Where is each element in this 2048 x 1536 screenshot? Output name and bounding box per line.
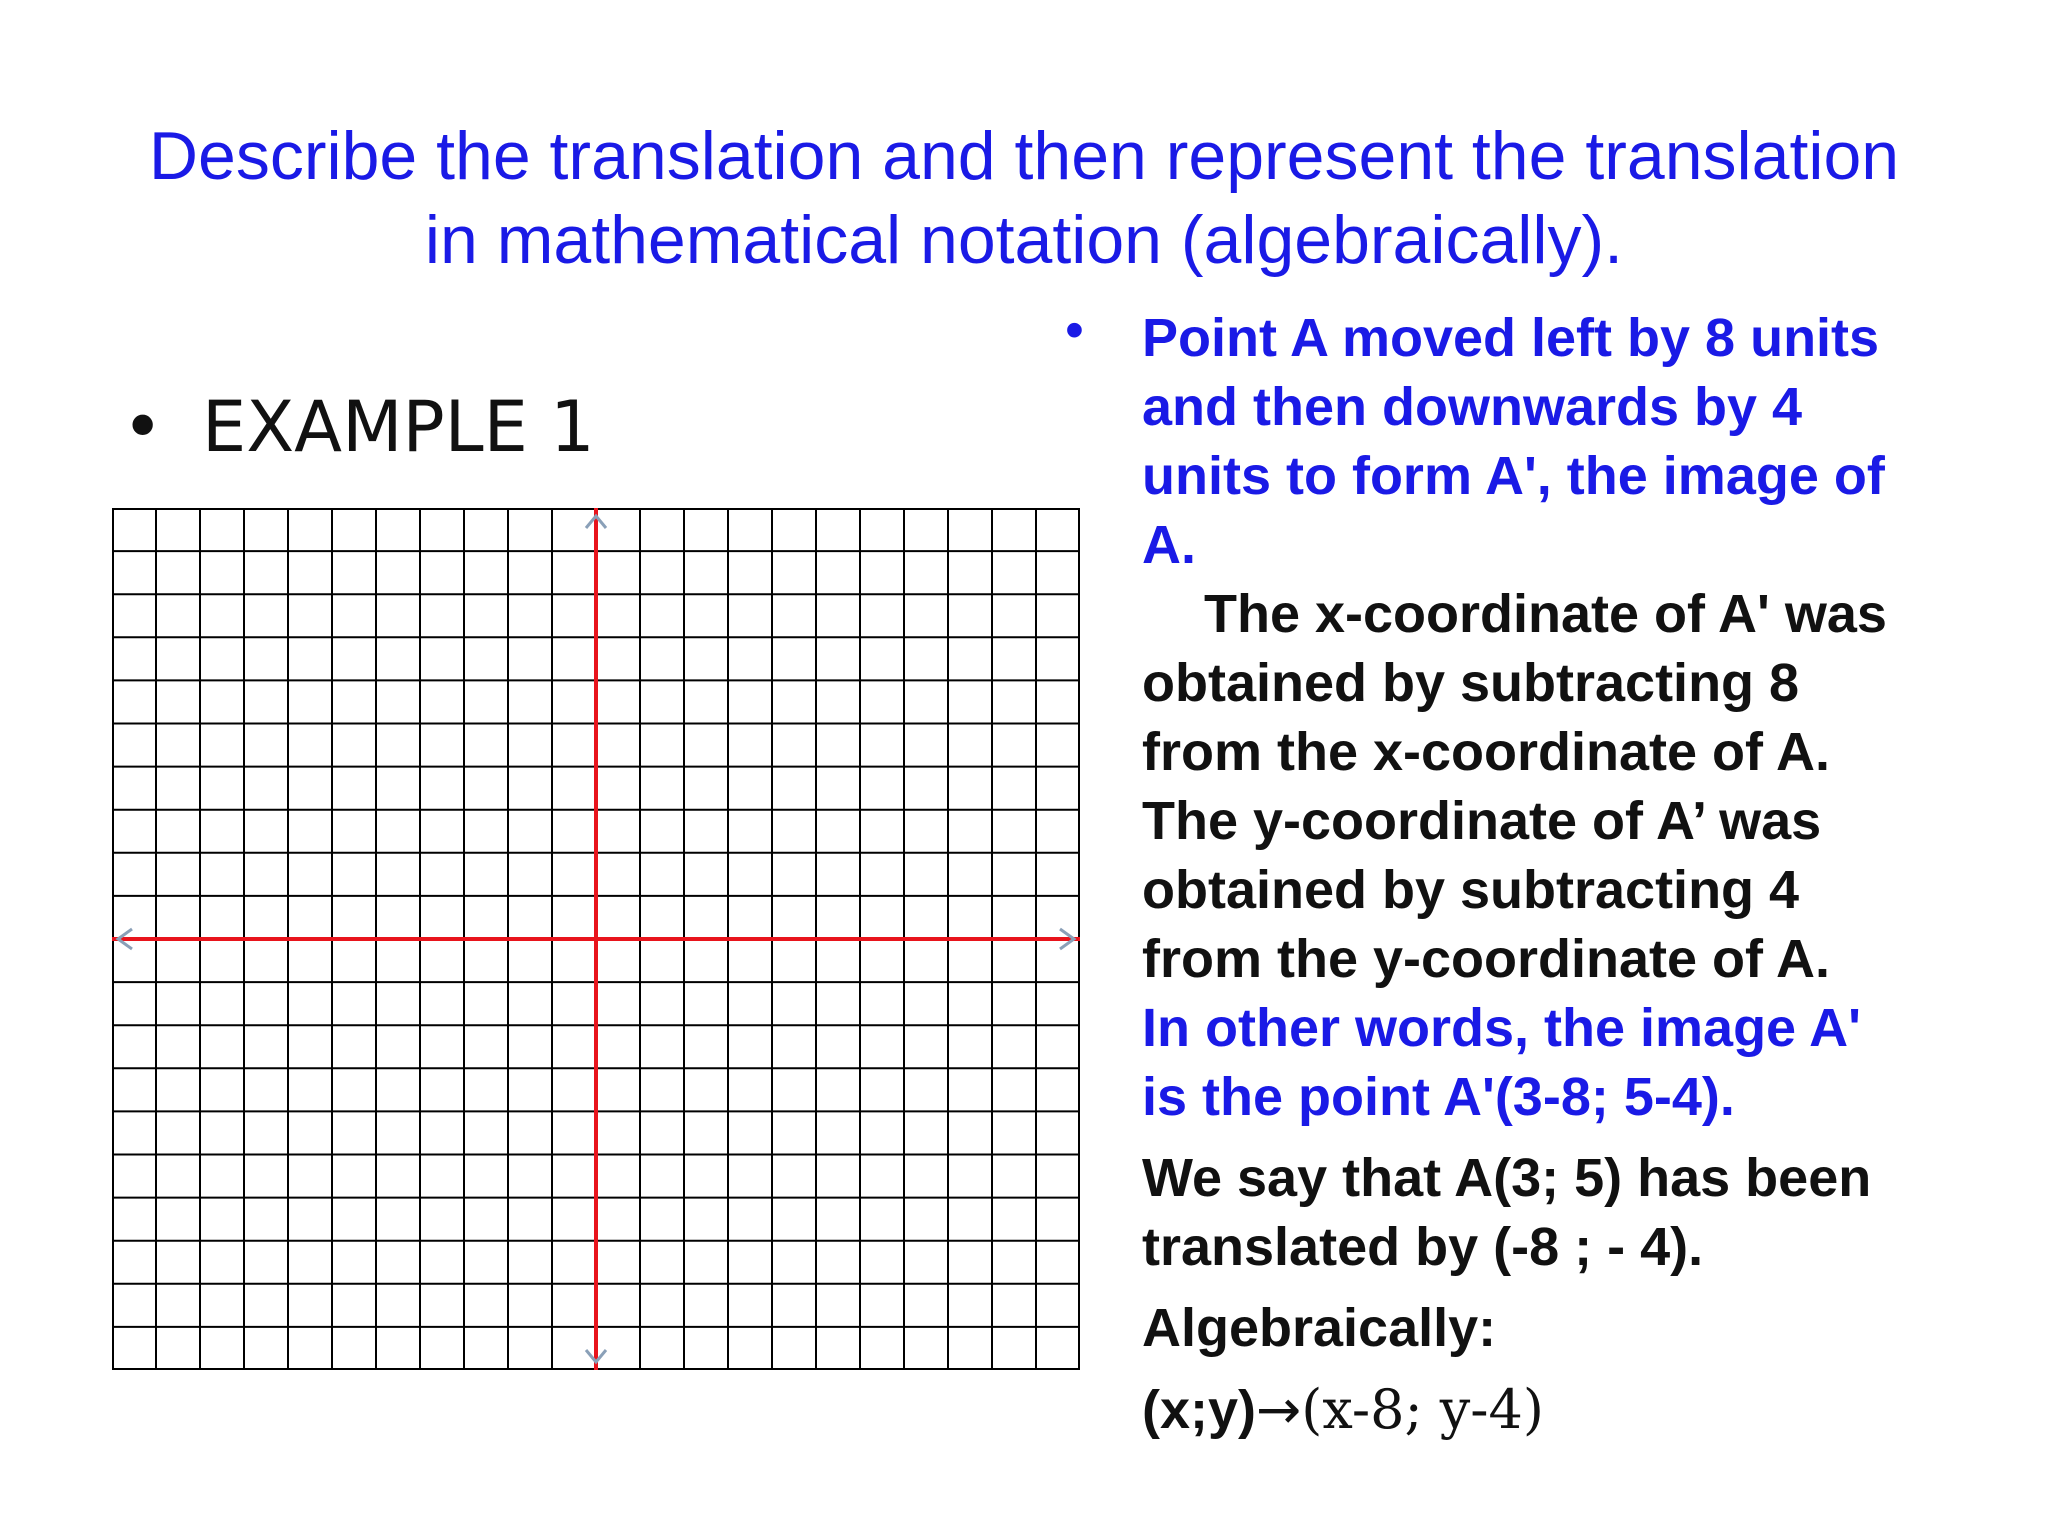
notes-line: translated by (-8 ; - 4). <box>1142 1217 1704 1277</box>
notes-line: is the point A'(3-8; 5-4). <box>1142 1067 1735 1127</box>
slide-title-line-1: Describe the translation and then represent the translation <box>148 118 1900 194</box>
notes-para-image <box>1142 994 1972 1132</box>
right-arrow-icon: → <box>1256 1378 1302 1441</box>
notes-line: from the x-coordinate of A. <box>1142 722 1831 782</box>
notes-line: The y-coordinate of A’ was <box>1142 791 1822 851</box>
notes-line: obtained by subtracting 4 <box>1142 860 1800 920</box>
formula-rhs: (x-8; y-4) <box>1301 1378 1544 1441</box>
formula-lhs: (x;y) <box>1142 1380 1257 1440</box>
coordinate-grid <box>112 508 1080 1375</box>
notes-line: In other words, the image A' <box>1142 998 1861 1058</box>
notes-para-coordinates <box>1142 580 1972 994</box>
notes-para-translated <box>1142 1144 1972 1282</box>
notes-line: The x-coordinate of A' was <box>1204 584 1887 644</box>
notes-line: We say that A(3; 5) has been <box>1142 1148 1872 1208</box>
notes-line: Point A moved left by 8 units <box>1142 308 1880 368</box>
example-label: EXAMPLE 1 <box>202 386 595 468</box>
bullet-icon: • <box>122 386 164 468</box>
slide-title-line-2: in mathematical notation (algebraically). <box>424 202 1624 278</box>
notes-line: A. <box>1142 515 1196 575</box>
example-heading <box>122 385 595 469</box>
notes-line: obtained by subtracting 8 <box>1142 653 1800 713</box>
notes-algebraically-label: Algebraically: <box>1142 1298 1497 1358</box>
slide-title <box>100 114 1948 282</box>
notes-para-movement <box>1142 304 1972 580</box>
notes-line: units to form A', the image of <box>1142 446 1885 506</box>
notes-line: and then downwards by 4 <box>1142 377 1803 437</box>
coordinate-grid-svg <box>112 508 1080 1370</box>
bullet-icon: • <box>1065 300 1084 360</box>
notes-formula <box>1142 1375 1972 1445</box>
notes-line: from the y-coordinate of A. <box>1142 929 1831 989</box>
explanation-notes <box>1065 300 1972 1445</box>
